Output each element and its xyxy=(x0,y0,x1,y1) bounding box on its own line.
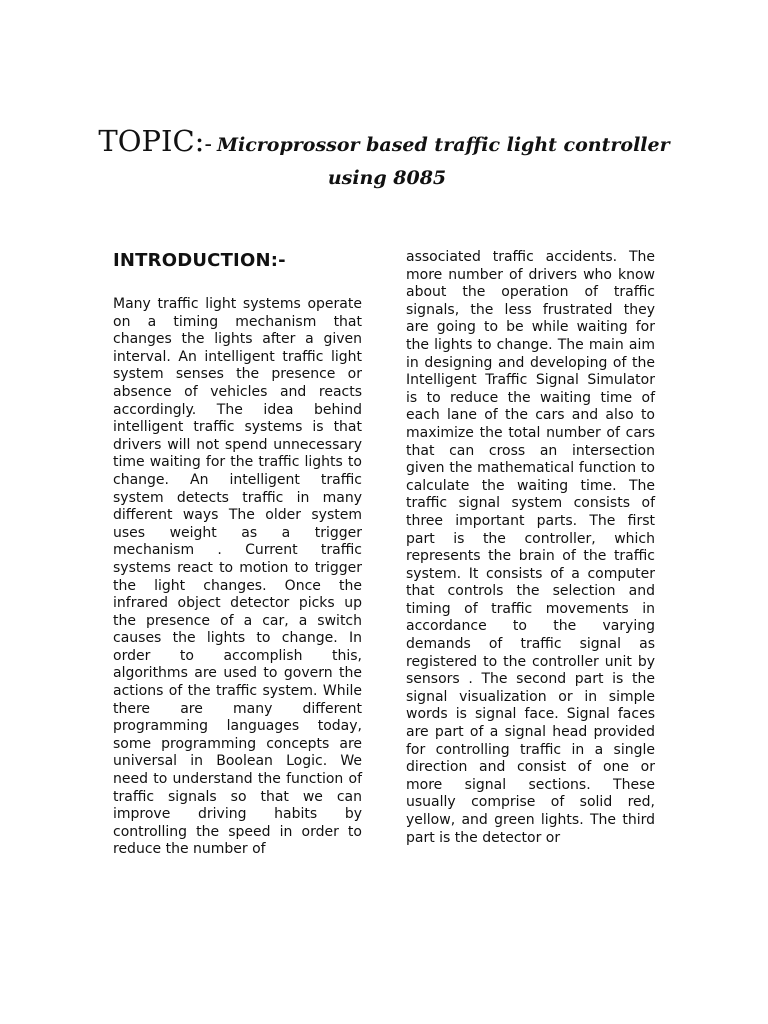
topic-title xyxy=(0,125,768,194)
left-column xyxy=(113,296,362,859)
right-column-text: associated traffic accidents. The more number of drivers who know about the operation of traffic signals, the less frustrated they are going to be while waiting for the lights to change. The main aim in designing and developing of the Intelligent Traffic Signal Simulator is to reduce the waiting time of each lane of the cars and also to maximize the total number of cars that can cross an intersection given the mathematical function to calculate the waiting time. The traffic signal system consists of three important parts. The first part is the controller, which represents the brain of the traffic system. It consists of a computer that controls the selection and timing of traffic movements in accordance to the varying demands of traffic signal as registered to the controller unit by sensors . The second part is the signal visualization or in simple words is signal face. Signal faces are part of a signal head provided for controlling traffic in a single direction and consist of one or more signal sections. These usually comprise of solid red, yellow, and green lights. The third part is the detector or xyxy=(406,249,655,846)
left-column-text: Many traffic light systems operate on a timing mechanism that changes the lights after a given interval. An intelligent traffic light system senses the presence or absence of vehicles and reacts accordingly. The idea behind intelligent traffic systems is that drivers will not spend unnecessary time waiting for the traffic lights to change. An intelligent traffic system detects traffic in many different ways The older system uses weight as a trigger mechanism . Current traffic systems react to motion to trigger the light changes. Once the infrared object detector picks up the presence of a car, a switch causes the lights to change. In order to accomplish this, algorithms are used to govern the actions of the traffic system. While there are many different programming languages today, some programming concepts are universal in Boolean Logic. We need to understand the function of traffic signals so that we can improve driving habits by controlling the speed in order to reduce the number of xyxy=(113,296,362,858)
topic-label: TOPIC: xyxy=(98,124,205,158)
topic-title-text: Microprossor based traffic light controller xyxy=(216,134,670,156)
topic-title-line-2: using 8085 xyxy=(327,167,447,189)
right-column xyxy=(406,249,655,847)
topic-title-line-1 xyxy=(0,125,768,162)
introduction-heading: INTRODUCTION:- xyxy=(113,250,286,271)
topic-dash: - xyxy=(204,132,212,157)
